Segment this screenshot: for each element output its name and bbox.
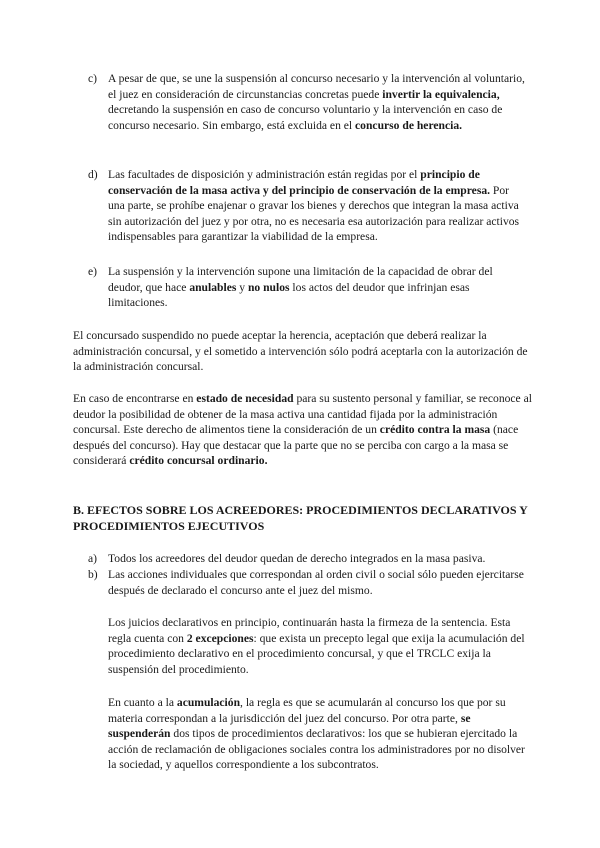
section-heading: B. EFECTOS SOBRE LOS ACREEDORES: PROCEDIMIENTOS DECLARATIVOS Y PROCEDIMIENTOS EJECUTIVOS: [73, 503, 528, 533]
list-marker: d): [88, 168, 98, 181]
bold-term: 2 excepciones: [186, 631, 254, 645]
bold-term: concurso de herencia.: [355, 118, 463, 132]
bold-term: acumulación: [176, 696, 241, 709]
paragraph-juicios-declarativos: Los juicios declarativos en principio, continuarán hasta la firmeza de la sentencia. Esta regla cuenta con 2 excepciones: que exista un precepto legal que exija la acumulación del procedimiento declarativo en el procedimiento concursal, y que el TRCLC exija la suspensión del procedimiento.: [108, 616, 525, 676]
bold-term: principio de conservación de la masa activa y del principio de conservación de la empresa.: [108, 168, 491, 197]
list-marker: e): [88, 265, 98, 278]
bold-term: se suspenderán: [108, 711, 471, 741]
list-item-text: Todos los acreedores del deudor quedan de derecho integrados en la masa pasiva.: [108, 552, 486, 565]
bold-term: no nulos: [247, 280, 290, 294]
list-item-text: A pesar de que, se une la suspensión al concurso necesario y la intervención al voluntario, el juez en consideración de circunstancias concretas puede invertir la equivalencia, decretando la suspensión en caso de concurso voluntario y la intervención en caso de concurso necesario. Sin embargo, está excluida en el concurso de herencia.: [108, 72, 525, 132]
bold-term: estado de necesidad: [196, 392, 294, 405]
bold-term: invertir la equivalencia,: [382, 87, 500, 101]
list-item-text: La suspensión y la intervención supone una limitación de la capacidad de obrar del deudor, que hace anulables y no nulos los actos del deudor que infrinjan esas limitaciones.: [108, 265, 493, 310]
list-item-text: Las facultades de disposición y administración están regidas por el principio de conservación de la masa activa y del principio de conservación de la empresa. Por una parte, se prohíbe enajenar o gravar los bienes y derechos que integran la masa activa sin autorización del juez y por otra, no es necesaria esa autorización para realizar activos indispensables para garantizar la viabilidad de la empresa.: [108, 168, 520, 244]
bold-term: crédito contra la masa: [379, 423, 491, 437]
list-marker: b): [88, 568, 98, 581]
paragraph-estado-necesidad: En caso de encontrarse en estado de necesidad para su sustento personal y familiar, se reconoce al deudor la posibilidad de obtener de la masa activa una cantidad fijada por la administración concursal. Este derecho de alimentos tiene la consideración de un crédito contra la masa (nace después del concurso). Hay que destacar que la parte que no se perciba con cargo a la masa se considerará crédito concursal ordinario.: [73, 392, 532, 468]
bold-term: crédito concursal ordinario.: [129, 454, 268, 468]
paragraph-acumulacion: En cuanto a la acumulación, la regla es que se acumularán al concurso los que por su materia correspondan a la jurisdicción del juez del concurso. Por otra parte, se suspenderán dos tipos de procedimientos declarativos: los que se hubieran ejercitado la acción de reclamación de obligaciones sociales contra los administradores por no disolver la sociedad, y aquellos correspondiente a los subcontratos.: [108, 696, 525, 772]
paragraph-herencia: El concursado suspendido no puede aceptar la herencia, aceptación que deberá realizar la administración concursal, y el sometido a intervención sólo podrá aceptarla con la autorización de la administración concursal.: [73, 329, 528, 374]
list-item-text: Las acciones individuales que correspondan al orden civil o social sólo pueden ejercitarse después de declarado el concurso ante el juez del mismo.: [108, 568, 524, 597]
bold-term: anulables: [189, 280, 237, 294]
list-marker: a): [88, 552, 98, 565]
list-marker: c): [88, 72, 98, 85]
